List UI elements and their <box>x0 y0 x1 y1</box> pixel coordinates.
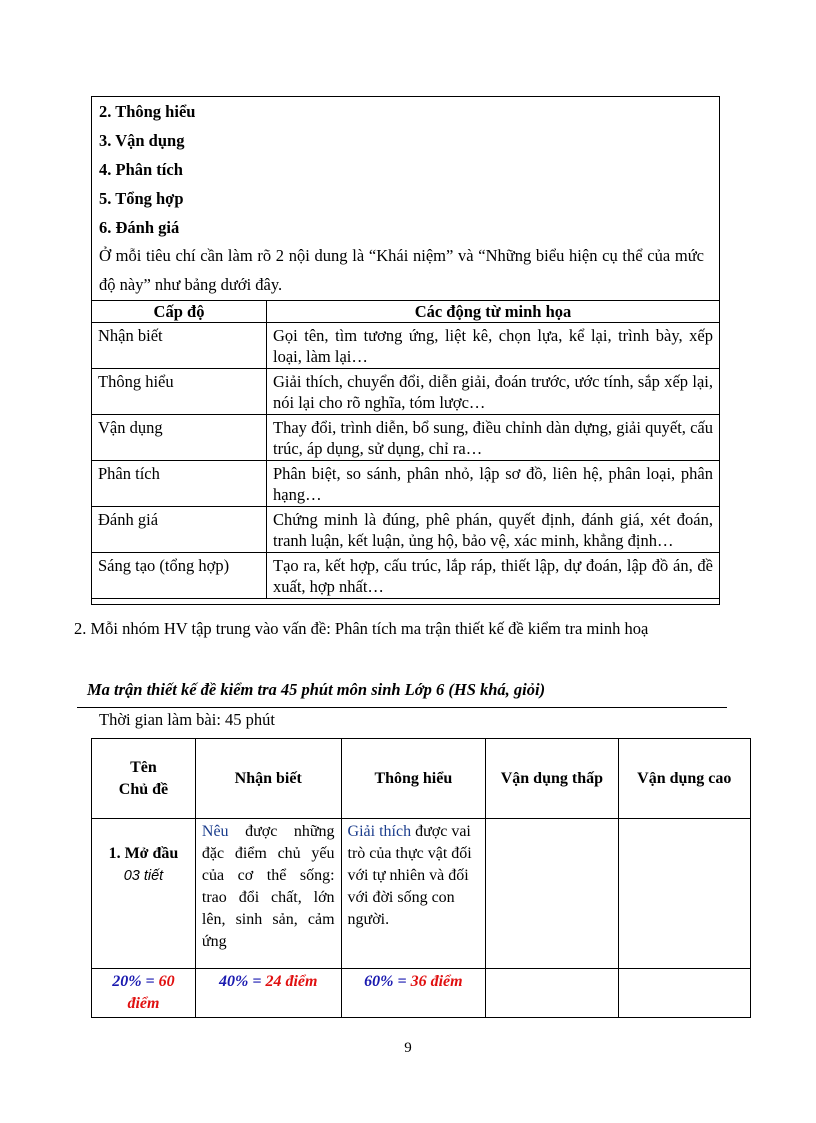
table-row <box>92 553 720 599</box>
level-item: 6. Đánh giá <box>99 218 180 237</box>
understand-score-cell <box>341 969 486 1018</box>
recognize-keyword: Nêu <box>201 823 229 840</box>
verbs-cell: Giải thích, chuyển đổi, diễn giải, đoán trước, ước tính, sắp xếp lại, nói lại cho rõ nghĩa, tóm lược… <box>267 369 720 415</box>
level-cell: Sáng tạo (tổng hợp) <box>92 553 267 599</box>
matrix-header-row <box>92 739 751 819</box>
apply-high-score-cell <box>618 969 750 1018</box>
level-item: 3. Vận dụng <box>99 131 185 150</box>
apply-low-score-cell <box>486 969 618 1018</box>
header-verbs: Các động từ minh họa <box>267 301 720 323</box>
level-item: 4. Phân tích <box>99 160 183 179</box>
level-item: 5. Tổng hợp <box>99 189 184 208</box>
understand-points: 36 điểm <box>410 973 463 990</box>
framed-box <box>91 96 720 605</box>
header-topic <box>92 739 196 819</box>
verbs-cell: Gọi tên, tìm tương ứng, liệt kê, chọn lựa, kể lại, trình bày, xếp loại, làm lại… <box>267 323 720 369</box>
recognize-percent: 40% = <box>218 973 262 990</box>
table-row <box>92 415 720 461</box>
time-limit: Thời gian làm bài: 45 phút <box>99 710 275 729</box>
table-row <box>92 461 720 507</box>
topic-score-cell <box>92 969 196 1018</box>
topic-points: 60 điểm <box>127 973 175 1012</box>
table-row <box>92 323 720 369</box>
header-topic-line2: Chủ đề <box>118 780 169 798</box>
table-row <box>92 507 720 553</box>
header-recognize: Nhận biết <box>195 739 341 819</box>
topic-percent: 20% = <box>112 973 155 990</box>
topic-name: 1. Mở đầu <box>108 845 179 862</box>
header-topic-line1: Tên <box>130 758 157 776</box>
level-cell: Vận dụng <box>92 415 267 461</box>
header-understand: Thông hiểu <box>341 739 486 819</box>
apply-low-cell <box>486 819 618 969</box>
verb-table-header <box>92 301 720 323</box>
verbs-cell: Tạo ra, kết hợp, cấu trúc, lắp ráp, thiết lập, dự đoán, lập đồ án, đề xuất, hợp nhất… <box>267 553 720 599</box>
level-cell: Đánh giá <box>92 507 267 553</box>
verb-table <box>91 300 720 599</box>
level-cell: Nhận biết <box>92 323 267 369</box>
verbs-cell: Phân biệt, so sánh, phân nhỏ, lập sơ đồ, liên hệ, phân loại, phân hạng… <box>267 461 720 507</box>
understand-text: được vai trò của thực vật đối với tự nhiên và đối với đời sống con người. <box>347 823 472 928</box>
score-row <box>92 969 751 1018</box>
matrix-title: Ma trận thiết kế đề kiểm tra 45 phút môn sinh Lớp 6 (HS khá, giỏi) <box>87 680 546 699</box>
recognize-cell <box>195 819 341 969</box>
page-number: 9 <box>404 1040 412 1056</box>
test-matrix-table <box>91 738 751 1018</box>
level-cell: Phân tích <box>92 461 267 507</box>
title-underline <box>77 707 727 708</box>
topic-cell <box>92 819 196 969</box>
level-list <box>99 97 195 242</box>
verbs-cell: Chứng minh là đúng, phê phán, quyết định, đánh giá, xét đoán, tranh luận, kết luận, ủng hộ, bảo vệ, xác minh, khẳng định… <box>267 507 720 553</box>
topic-lessons: 03 tiết <box>123 868 164 884</box>
apply-high-cell <box>618 819 750 969</box>
level-item: 2. Thông hiểu <box>99 102 196 121</box>
recognize-points: 24 điểm <box>265 973 318 990</box>
recognize-score-cell <box>195 969 341 1018</box>
understand-percent: 60% = <box>364 973 407 990</box>
body-paragraph: 2. Mỗi nhóm HV tập trung vào vấn đề: Phân tích ma trận thiết kế đề kiểm tra minh hoạ <box>74 619 649 638</box>
header-apply-low: Vận dụng thấp <box>486 739 618 819</box>
verbs-cell: Thay đổi, trình diễn, bổ sung, điều chỉnh dàn dựng, giải quyết, cấu trúc, áp dụng, sử dụng, chỉ ra… <box>267 415 720 461</box>
level-cell: Thông hiểu <box>92 369 267 415</box>
understand-keyword: Giải thích <box>347 823 412 840</box>
understand-cell <box>341 819 486 969</box>
table-row <box>92 819 751 969</box>
criteria-note: Ở mỗi tiêu chí cần làm rõ 2 nội dung là “Khái niệm” và “Những biểu hiện cụ thể của mức độ này” như bảng dưới đây. <box>99 246 704 294</box>
header-apply-high: Vận dụng cao <box>618 739 750 819</box>
header-level: Cấp độ <box>92 301 267 323</box>
recognize-text: được những đặc điểm chủ yếu của cơ thể sống: trao đổi chất, lớn lên, sinh sản, cảm ứng <box>201 823 335 950</box>
table-row <box>92 369 720 415</box>
